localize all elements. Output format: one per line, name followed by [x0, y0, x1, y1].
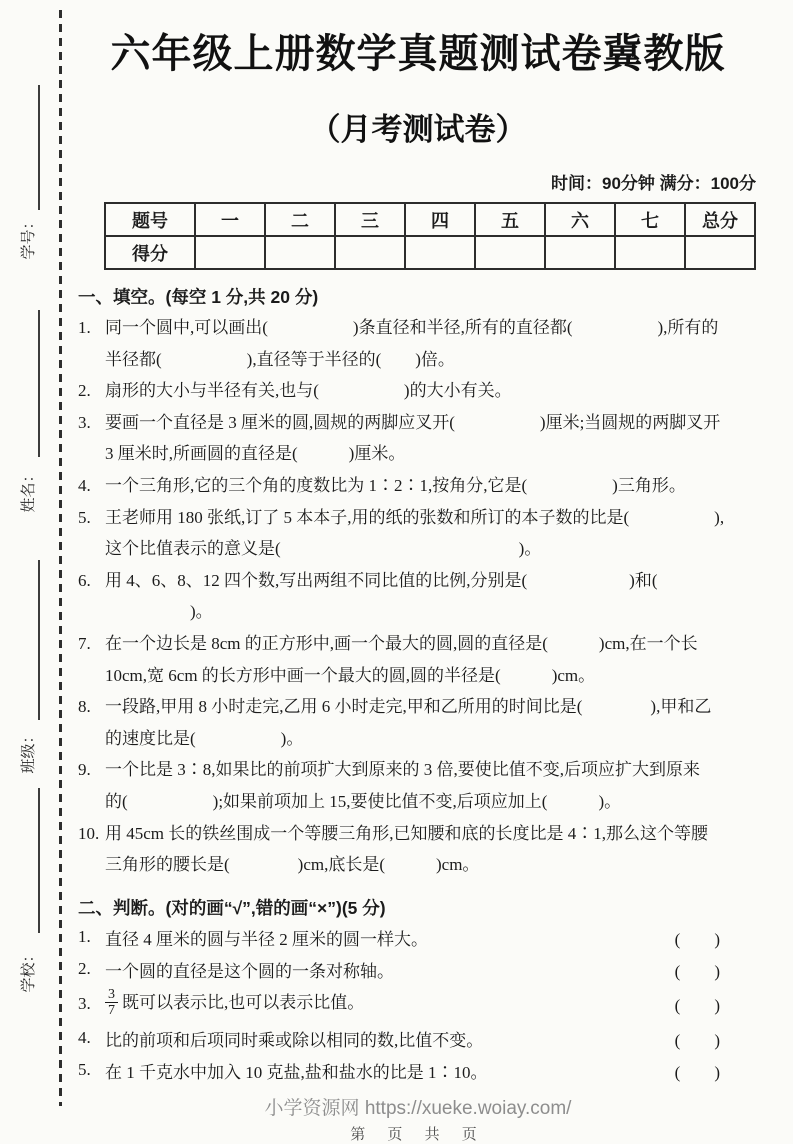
question-number: 2.	[78, 959, 91, 979]
judgment-text	[105, 1026, 483, 1051]
answer-blank: ( )	[674, 1062, 720, 1082]
question-lines	[105, 818, 758, 881]
margin-label-class: 班级：	[20, 728, 37, 774]
question-lines	[105, 502, 758, 565]
section2-heading: 二、判断。(对的画“√”,错的画“×”)(5 分)	[78, 897, 386, 918]
question-line: 这个比值表示的意义是( )。	[105, 539, 542, 559]
question-line: 王老师用 180 张纸,订了 5 本本子,用的纸的张数和所订的本子数的比是( ),	[105, 507, 725, 527]
score-table-score-row	[105, 236, 755, 269]
fill-in-questions	[78, 312, 758, 881]
question-line: 扇形的大小与半径有关,也与( )的大小有关。	[105, 381, 512, 401]
question-number: 5.	[78, 1060, 91, 1080]
question-number: 9.	[78, 760, 91, 780]
judgment-item	[78, 953, 758, 985]
question-line: 同一个圆中,可以画出( )条直径和半径,所有的直径都( ),所有的	[105, 318, 719, 337]
question	[78, 754, 758, 817]
score-cell-empty	[615, 236, 685, 269]
answer-blank: ( )	[674, 1030, 720, 1050]
question-number: 6.	[78, 570, 91, 590]
judgment-statement: 一个圆的直径是这个圆的一条对称轴。	[105, 961, 394, 981]
question-lines	[105, 754, 758, 817]
section1-heading: 一、填空。(每空 1 分,共 20 分)	[78, 287, 319, 307]
margin-label-name: 姓名：	[20, 467, 37, 513]
score-table-header-row	[105, 203, 755, 236]
question-line: )。	[105, 602, 213, 622]
question-number: 10.	[78, 823, 100, 843]
question-lines	[105, 470, 758, 502]
fraction-denominator: 7	[105, 1002, 118, 1018]
score-cell-empty	[265, 236, 335, 269]
margin-blank-line-school	[38, 788, 40, 933]
content-column	[78, 0, 758, 1144]
judgment-text	[105, 925, 428, 950]
judgment-questions	[78, 922, 758, 1086]
score-table-corner-cell: 题号	[105, 203, 195, 236]
answer-blank: ( )	[674, 929, 720, 949]
question-number: 7.	[78, 633, 91, 653]
question	[78, 407, 758, 470]
score-row-label-cell: 得分	[105, 236, 195, 269]
margin-label-school: 学校：	[20, 947, 37, 993]
question-line: 的速度比是( )。	[105, 728, 304, 748]
question-lines	[105, 375, 758, 407]
page-subtitle: （月考测试卷）	[309, 112, 527, 147]
score-table-header-cell: 五	[475, 203, 545, 236]
fraction-numerator: 3	[108, 986, 115, 1002]
page-title: 六年级上册数学真题测试卷冀教版	[110, 32, 726, 76]
margin-label-student-id: 学号：	[20, 214, 37, 260]
judgment-text	[105, 985, 364, 1023]
question-number: 8.	[78, 697, 91, 717]
score-cell-empty	[475, 236, 545, 269]
judgment-item	[78, 1023, 758, 1055]
exam-meta: 时间：90分钟 满分：100分	[551, 174, 756, 193]
question-number: 1.	[78, 318, 91, 337]
question-line: 半径都( ),直径等于半径的( )倍。	[105, 349, 455, 369]
answer-blank: ( )	[674, 996, 720, 1016]
question-line: 一个三角形,它的三个角的度数比为 1∶2∶1,按角分,它是( )三角形。	[105, 475, 686, 495]
question-number: 3.	[78, 412, 91, 432]
question-lines	[105, 628, 758, 691]
question-lines	[105, 312, 758, 375]
footer-site-link[interactable]: 小学资源网 https://xueke.woiay.com/	[264, 1097, 572, 1119]
judgment-statement: 既可以表示比,也可以表示比值。	[122, 992, 365, 1012]
footer-page-info: 第 页 共 页	[350, 1125, 486, 1143]
judgment-text	[105, 1058, 488, 1083]
question	[78, 565, 758, 628]
question	[78, 628, 758, 691]
question-number: 5.	[78, 507, 91, 527]
question-number: 4.	[78, 475, 91, 495]
fraction	[105, 987, 118, 1019]
question-lines	[105, 565, 758, 628]
question-line: 用 45cm 长的铁丝围成一个等腰三角形,已知腰和底的长度比是 4∶1,那么这个等腰	[105, 823, 709, 843]
question	[78, 312, 758, 375]
question	[78, 818, 758, 881]
judgment-statement: 在 1 千克水中加入 10 克盐,盐和盐水的比是 1∶10。	[105, 1062, 488, 1082]
question-line: 10cm,宽 6cm 的长方形中画一个最大的圆,圆的半径是( )cm。	[105, 665, 596, 685]
question-line: 一个比是 3∶8,如果比的前项扩大到原来的 3 倍,要使比值不变,后项应扩大到原来	[105, 760, 700, 780]
question-number: 3.	[78, 993, 91, 1013]
margin-blank-line-student-id	[38, 85, 40, 210]
question-line: 的( );如果前项加上 15,要使比值不变,后项应加上( )。	[105, 791, 622, 811]
score-table-header-cell: 二	[265, 203, 335, 236]
question-line: 要画一个直径是 3 厘米的圆,圆规的两脚应叉开( )厘米;当圆规的两脚叉开	[105, 412, 721, 432]
question-line: 三角形的腰长是( )cm,底长是( )cm。	[105, 855, 480, 875]
seal-dashed-line	[59, 10, 62, 1106]
margin-blank-line-class	[38, 560, 40, 720]
question	[78, 375, 758, 407]
judgment-text	[105, 957, 394, 982]
score-table-header-cell: 四	[405, 203, 475, 236]
question-number: 1.	[78, 927, 91, 947]
question-line: 用 4、6、8、12 四个数,写出两组不同比值的比例,分别是( )和(	[105, 570, 658, 590]
question-line: 一段路,甲用 8 小时走完,乙用 6 小时走完,甲和乙所用的时间比是( ),甲和乙	[105, 697, 712, 717]
score-table-header-cell: 总分	[685, 203, 755, 236]
question-number: 4.	[78, 1028, 91, 1048]
score-cell-empty	[405, 236, 475, 269]
question	[78, 502, 758, 565]
score-table-header-cell: 三	[335, 203, 405, 236]
question-lines	[105, 407, 758, 470]
question-line: 在一个边长是 8cm 的正方形中,画一个最大的圆,圆的直径是( )cm,在一个长	[105, 633, 698, 653]
score-table-header-cell: 六	[545, 203, 615, 236]
question-lines	[105, 691, 758, 754]
score-cell-empty	[195, 236, 265, 269]
score-table-header-cell: 一	[195, 203, 265, 236]
score-cell-empty	[685, 236, 755, 269]
answer-blank: ( )	[674, 961, 720, 981]
question	[78, 470, 758, 502]
score-table-header-cell: 七	[615, 203, 685, 236]
judgment-item	[78, 1054, 758, 1086]
score-cell-empty	[335, 236, 405, 269]
question-line: 3 厘米时,所画圆的直径是( )厘米。	[105, 444, 406, 464]
score-table	[104, 202, 756, 270]
margin-blank-line-name	[38, 310, 40, 457]
question-number: 2.	[78, 381, 91, 401]
judgment-statement: 比的前项和后项同时乘或除以相同的数,比值不变。	[105, 1030, 484, 1050]
judgment-item	[78, 985, 758, 1023]
score-cell-empty	[545, 236, 615, 269]
question	[78, 691, 758, 754]
judgment-statement: 直径 4 厘米的圆与半径 2 厘米的圆一样大。	[105, 929, 428, 949]
judgment-item	[78, 922, 758, 954]
